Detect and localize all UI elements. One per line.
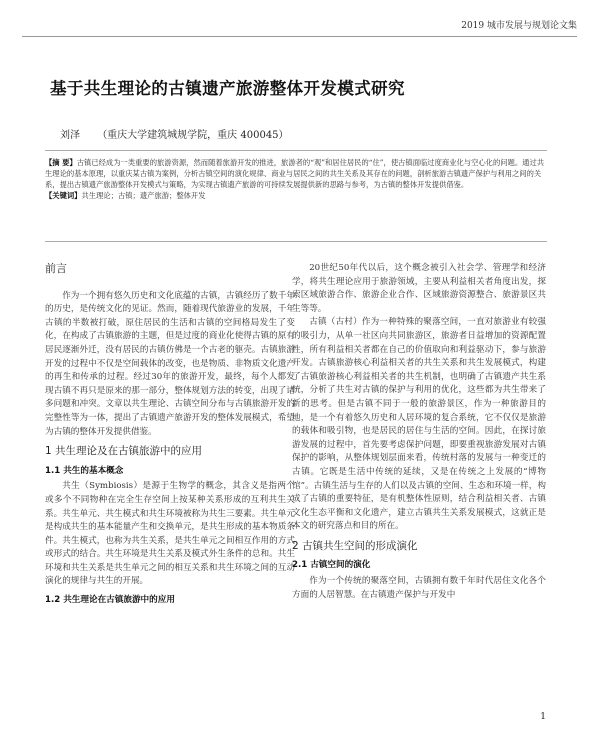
subsection-2-1-paragraph: 作为一个传统的聚落空间，古镇拥有数千年时代居住文化各个方面的人居智慧。在古镇遗产保护与开发中: [292, 576, 546, 600]
author-name: 刘泽: [60, 130, 80, 141]
author-line: [60, 126, 289, 141]
abstract-text: 古镇已经成为一类重要的旅游资源，然而随着旅游开发的推进，旅游者的“观”和居住居民的“住”，使古镇面临过度商业化与空心化的问题。通过共生理论的基本原理，以重庆某古镇为案例，分析古镇空间的演化规律、商业与居民之间的共生关系及其存在的问题，剖析旅游古镇遗产保护与利用之间的关系，提出古镇遗产旅游整体开发模式与策略，为实现古镇遗产旅游的可持续发展提供新的思路与参考，为古镇的整体开发提供借鉴。: [45, 158, 545, 189]
right-column: [292, 262, 546, 602]
left-column: [45, 262, 295, 610]
section-1-heading: 1 共生理论及在古镇旅游中的应用: [45, 445, 203, 458]
keywords-text: 共生理论；古镇；遗产旅游；整体开发: [81, 191, 206, 200]
intro-paragraph-2: 古镇（古村）作为一种特殊的聚落空间，一直对旅游业有较强的吸引力，从单一社区向共同旅游区，旅游者日益增加的资源配置性，所有利益相关者都在自己的价值取向和利益驱动下，参与旅游开发。古镇旅游核心利益相关者的共生关系和共生发展模式，构建了古镇旅游核心利益相关者的共生机制，也明确了古镇遗产共生系统，分析了共生对古镇的保护与利用的优化，这些都为共生带来了新的思考。但是古镇不同于一般的旅游景区，作为一种旅游目的地，是一个有着悠久历史和人居环境的复合系统，它不仅仅是旅游的载体和吸引物，也是居民的居住与生活的空间。因此，在探讨旅游发展的过程中，首先要考虑保护问题，即要重视旅游发展对古镇保护的影响，从整体规划层面来看，传统村落的发展与一种变迁的古镇。它既是生活中传统的延续，又是在传统之上发展的“博物馆”。古镇生活与生存的人们以及古镇的空间、生态和环境一样，构成了古镇的重要特征，是有机整体性原则，结合利益相关者、古镇文化生态平衡和文化遗产，建立古镇共生关系发展模式，这就正是本文的研究落点和目的所在。: [292, 317, 546, 532]
intro-paragraph-1: 20世纪50年代以后，这个概念被引入社会学、管理学和经济学，将共生理论应用于旅游领域，主要从利益相关者角度出发，探索区域旅游合作、旅游企业合作、区域旅游资源整合、旅游景区共生等等。: [292, 263, 546, 314]
keywords: [45, 190, 547, 201]
paper-title: 基于共生理论的古镇遗产旅游整体开发模式研究: [50, 79, 405, 98]
preface-heading: 前言: [45, 262, 67, 275]
subsection-1-2-heading: 1.2 共生理论在古镇旅游中的应用: [45, 595, 175, 606]
subsection-1-1-paragraph: 共生（Symbiosis）是源于生物学的概念，其含义是指两个或多个不同物种在完全生存空间上按某种关系形成的互利共生关系。共生单元、共生模式和共生环境被称为共生三要素。共生单元是构成共生的基本能量产生和交换单元，是共生形成的基本物质条件。共生模式，也称为共生关系，是共生单元之间相互作用的方式或形式的结合。共生环境是共生关系及模式外生条件的总和。共生环境和共生关系是共生单元之间的相互关系和共生环境之间的互动演化的规律与共生的开展。: [45, 481, 295, 587]
abstract-box: [45, 150, 547, 242]
keywords-label: 【关键词】: [45, 191, 82, 200]
abstract: [45, 157, 547, 190]
page-number: 1: [540, 712, 546, 722]
header-divider: [22, 36, 577, 37]
subsection-1-1-heading: 1.1 共生的基本概念: [45, 465, 124, 476]
preface-paragraph: 作为一个拥有悠久历史和文化底蕴的古镇，古镇经历了数千年的历史，是传统文化的见证。然而，随着现代旅游业的发展，千年古镇的半数被打破，原住居民的生活和古镇的空间格局发生了变化，在构成了古镇旅游的主题，但是过度的商业化使得古镇的原有居民逐渐外迁，没有居民的古镇仿佛是一个古老的躯壳。古镇旅游开发的过程中不仅是空间载体的改变，也是物质、非物质文化遗产的再生和传承的过程。经过30年的旅游开发，最终，每个人都发现古镇不再只是原来的那一部分，整体规划方法的转变，出现了诸多问题和冲突。文章以共生理论、古镇空间分布与古镇旅游开发的完整性等为一体，提出了古镇遗产旅游开发的整体发展模式，希望为古镇的整体开发提供借鉴。: [45, 290, 295, 437]
subsection-2-1-heading: 2.1 古镇空间的演化: [292, 560, 371, 571]
abstract-label: 【摘 要】: [45, 158, 77, 167]
section-2-heading: 2 古镇共生空间的形成演化: [292, 539, 418, 552]
author-affiliation: （重庆大学建筑城规学院，重庆 400045）: [97, 130, 289, 141]
running-header: 2019 城市发展与规划论文集: [461, 21, 577, 31]
